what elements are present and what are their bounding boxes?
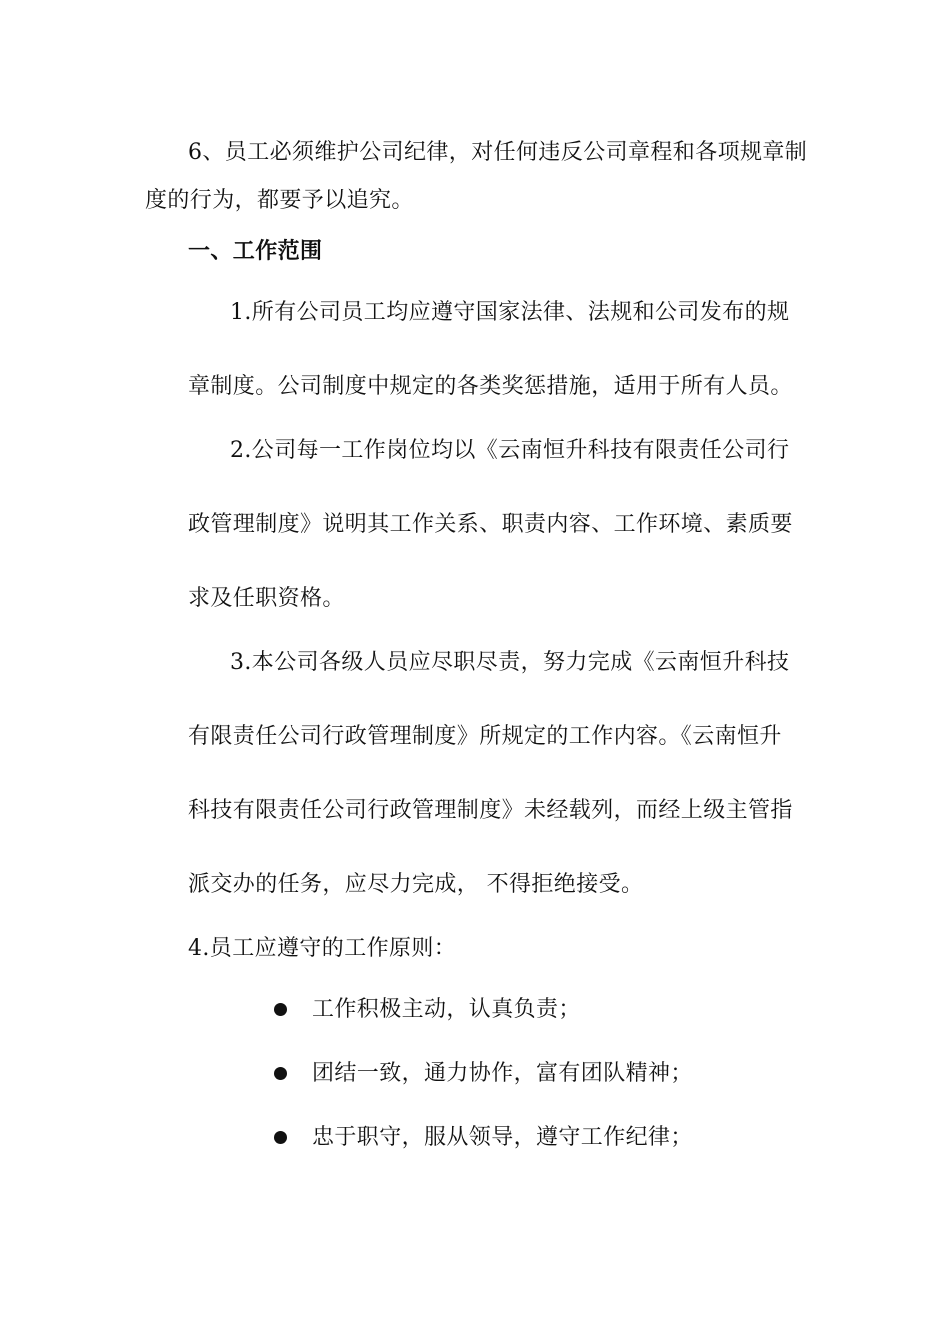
item-4-title: 4.员工应遵守的工作原则： bbox=[188, 936, 457, 961]
bullet-item-2: 团结一致，通力协作，富有团队精神； bbox=[312, 1061, 693, 1086]
item-3-line-2: 有限责任公司行政管理制度》所规定的工作内容。《云南恒升 bbox=[188, 724, 782, 749]
bullet-dot-icon bbox=[274, 1131, 287, 1144]
item-3-line-4: 派交办的任务，应尽力完成， 不得拒绝接受。 bbox=[188, 872, 644, 897]
item-3-line-1: 3.本公司各级人员应尽职尽责，努力完成《云南恒升科技 bbox=[230, 650, 790, 675]
paragraph-6-line-2: 度的行为，都要予以追究。 bbox=[145, 188, 414, 213]
item-1-line-1: 1.所有公司员工均应遵守国家法律、法规和公司发布的规 bbox=[230, 300, 790, 325]
item-2-line-2: 政管理制度》说明其工作关系、职责内容、工作环境、素质要 bbox=[188, 512, 793, 537]
bullet-dot-icon bbox=[274, 1067, 287, 1080]
paragraph-6-line-1: 6、员工必须维护公司纪律，对任何违反公司章程和各项规章制 bbox=[188, 140, 808, 165]
item-3-line-3: 科技有限责任公司行政管理制度》未经载列，而经上级主管指 bbox=[188, 798, 793, 823]
item-2-line-1: 2.公司每一工作岗位均以《云南恒升科技有限责任公司行 bbox=[230, 438, 790, 463]
bullet-item-1: 工作积极主动，认真负责； bbox=[312, 997, 581, 1022]
bullet-item-3: 忠于职守，服从领导，遵守工作纪律； bbox=[312, 1125, 693, 1150]
section-heading: 一、工作范围 bbox=[188, 238, 323, 264]
item-1-line-2: 章制度。公司制度中规定的各类奖惩措施，适用于所有人员。 bbox=[188, 374, 793, 399]
item-2-line-3: 求及任职资格。 bbox=[188, 586, 345, 611]
bullet-dot-icon bbox=[274, 1003, 287, 1016]
